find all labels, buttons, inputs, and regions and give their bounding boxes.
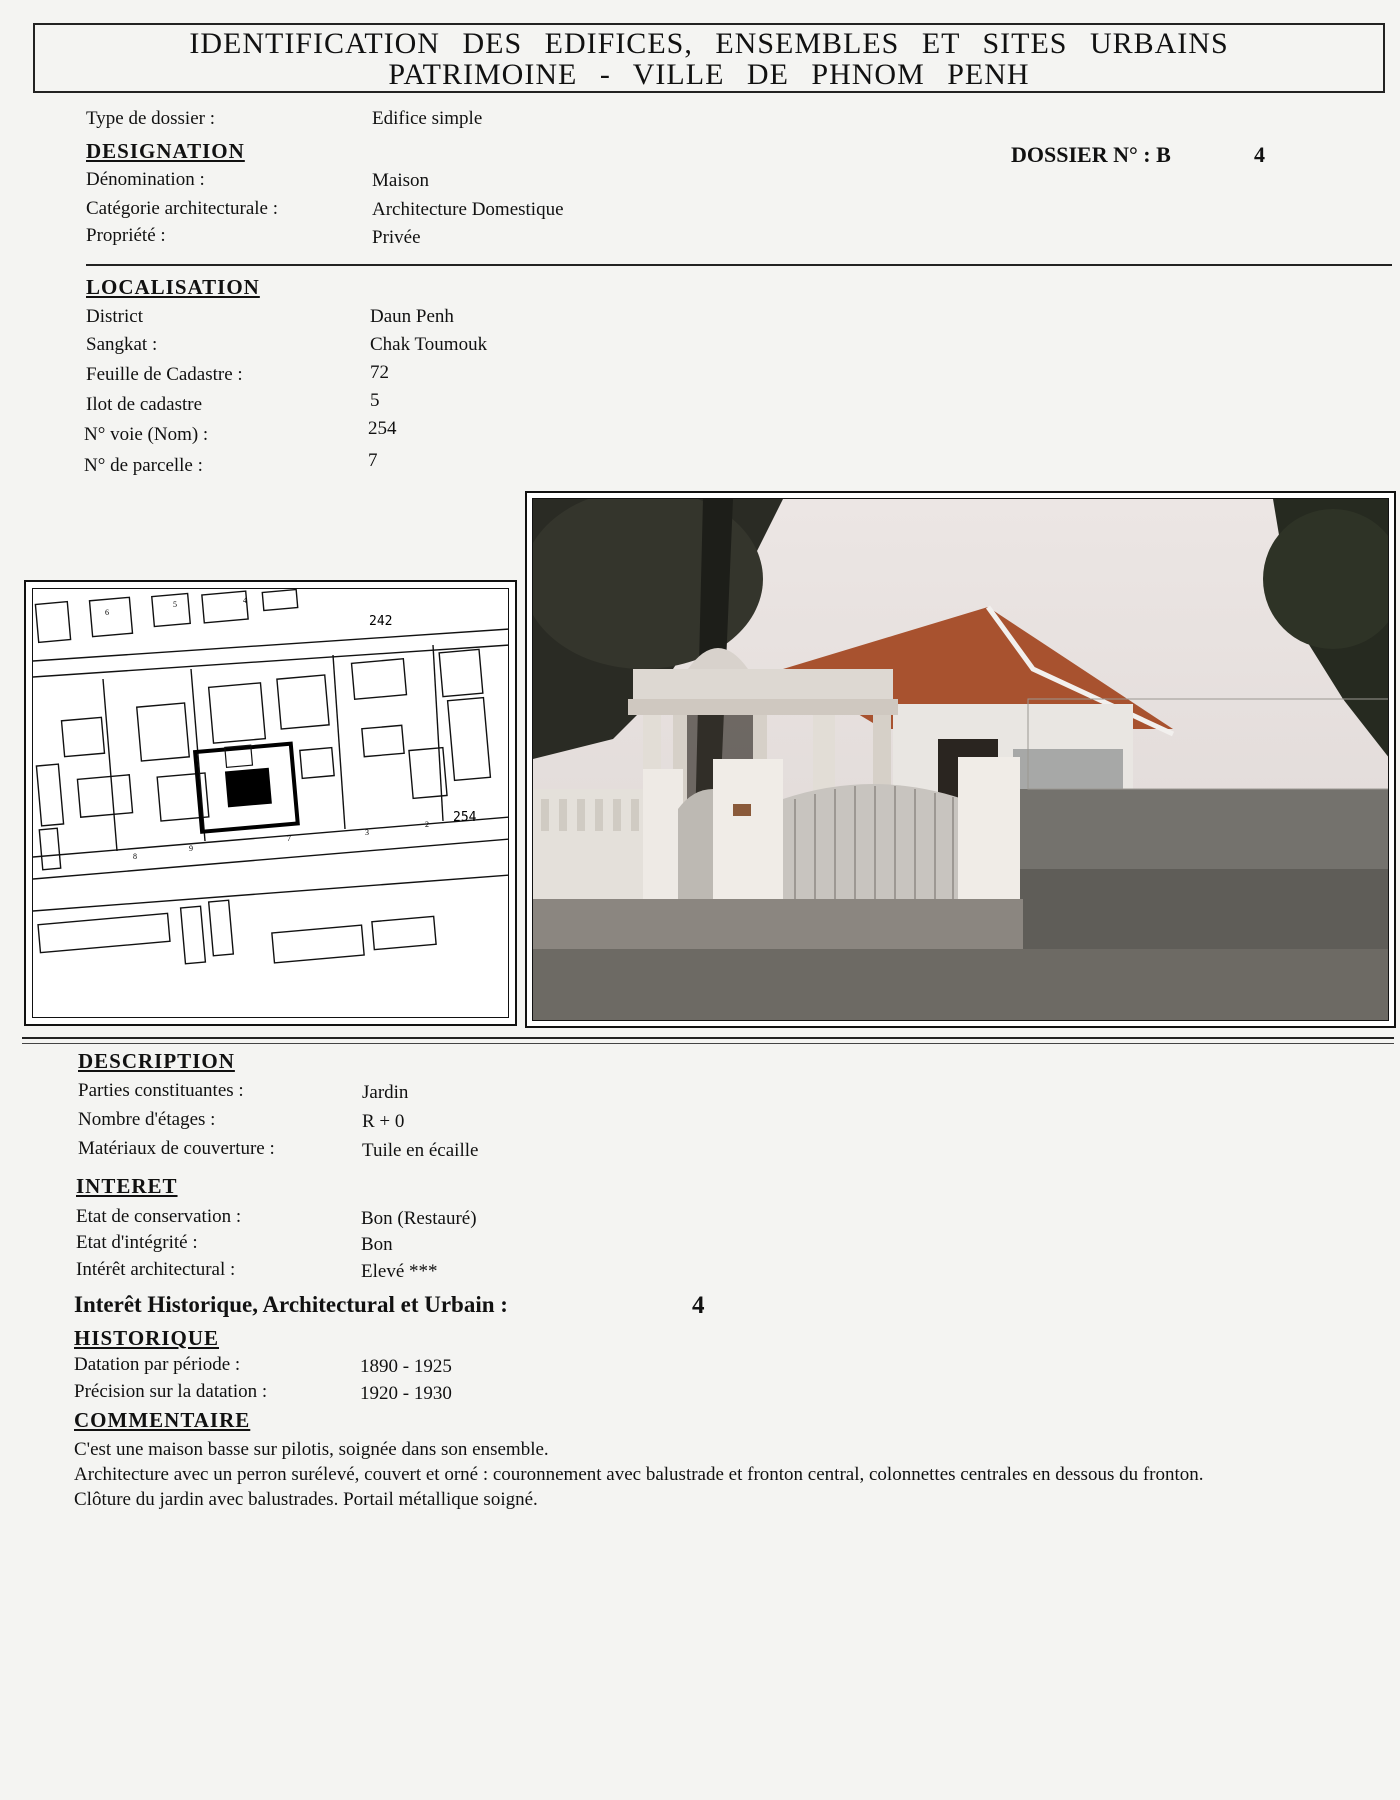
- localisation-value-district: Daun Penh: [370, 306, 454, 327]
- localisation-label-voie: N° voie (Nom) :: [84, 424, 209, 445]
- divider-1: [86, 264, 1392, 266]
- map-street-label-bottom: 254: [453, 810, 477, 825]
- section-description-title: DESCRIPTION: [78, 1049, 235, 1073]
- interet-value-architectural: Elevé ***: [361, 1261, 438, 1282]
- document-header: [33, 23, 1385, 93]
- header-title-line2: PATRIMOINE - VILLE DE PHNOM PENH: [388, 58, 1030, 91]
- divider-2: [22, 1037, 1394, 1039]
- description-label-couverture: Matériaux de couverture :: [78, 1138, 275, 1159]
- type-dossier-value: Edifice simple: [372, 108, 483, 129]
- type-dossier-label: Type de dossier :: [86, 108, 216, 129]
- localisation-value-voie: 254: [368, 418, 397, 439]
- dossier-number-value: 4: [1254, 142, 1265, 167]
- designation-label-categorie: Catégorie architecturale :: [86, 198, 279, 219]
- designation-label-propriete: Propriété :: [86, 225, 166, 246]
- divider-2b: [22, 1043, 1394, 1044]
- historique-value-precision: 1920 - 1930: [360, 1383, 452, 1404]
- historique-label-periode: Datation par période :: [74, 1354, 241, 1375]
- historique-value-periode: 1890 - 1925: [360, 1356, 452, 1377]
- historique-label-precision: Précision sur la datation :: [74, 1381, 268, 1402]
- commentaire-line-1: C'est une maison basse sur pilotis, soignée dans son ensemble.: [74, 1439, 549, 1460]
- designation-value-categorie: Architecture Domestique: [372, 199, 564, 220]
- localisation-label-sangkat: Sangkat :: [86, 334, 158, 355]
- map-parcel-label: 3: [365, 828, 369, 837]
- commentaire-text: [74, 1437, 1314, 1512]
- map-parcel-label: 2: [425, 820, 429, 829]
- interet-label-architectural: Intérêt architectural :: [76, 1259, 236, 1280]
- commentaire-line-2: Architecture avec un perron surélevé, couvert et orné : couronnement avec balustrade et fronton central, colonnettes centrales en dessous du fronton.: [74, 1464, 1204, 1485]
- interet-value-integrite: Bon: [361, 1234, 393, 1255]
- description-value-etages: R + 0: [362, 1111, 405, 1132]
- localisation-value-sangkat: Chak Toumouk: [370, 334, 488, 355]
- cadastre-map-frame: [24, 580, 517, 1026]
- section-localisation-title: LOCALISATION: [86, 275, 260, 299]
- interet-summary-value: 4: [692, 1292, 705, 1319]
- interet-summary-label: Interêt Historique, Architectural et Urbain :: [74, 1292, 508, 1317]
- description-value-parties: Jardin: [362, 1082, 409, 1103]
- map-parcel-label: 6: [105, 608, 109, 617]
- section-commentaire-title: COMMENTAIRE: [74, 1408, 251, 1432]
- building-photo: [532, 498, 1389, 1021]
- header-title-line1: IDENTIFICATION DES EDIFICES, ENSEMBLES ET SITES URBAINS: [189, 27, 1229, 60]
- localisation-label-feuille: Feuille de Cadastre :: [86, 364, 243, 385]
- building-photo-image: [533, 499, 1389, 1021]
- designation-value-denomination: Maison: [372, 170, 429, 191]
- dossier-number-label: DOSSIER N° : B: [1011, 142, 1171, 167]
- section-historique-title: HISTORIQUE: [74, 1326, 219, 1350]
- designation-label-denomination: Dénomination :: [86, 169, 205, 190]
- cadastre-map-drawing: [33, 589, 509, 1018]
- map-street-label-top: 242: [369, 614, 393, 629]
- map-parcel-label: 5: [173, 600, 177, 609]
- map-parcel-label: 4: [243, 596, 247, 605]
- cadastre-map: [32, 588, 509, 1018]
- map-parcel-label: 7: [287, 834, 291, 843]
- commentaire-line-3: Clôture du jardin avec balustrades. Portail métallique soigné.: [74, 1489, 538, 1510]
- localisation-label-district: District: [86, 306, 143, 327]
- localisation-value-feuille: 72: [370, 362, 389, 383]
- localisation-value-ilot: 5: [370, 390, 380, 411]
- section-interet-title: INTERET: [76, 1174, 178, 1198]
- localisation-value-parcelle: 7: [368, 450, 378, 471]
- description-label-parties: Parties constituantes :: [78, 1080, 244, 1101]
- description-value-couverture: Tuile en écaille: [362, 1140, 479, 1161]
- designation-value-propriete: Privée: [372, 227, 421, 248]
- description-label-etages: Nombre d'étages :: [78, 1109, 216, 1130]
- map-parcel-label: 9: [189, 844, 193, 853]
- localisation-label-parcelle: N° de parcelle :: [84, 455, 203, 476]
- interet-label-conservation: Etat de conservation :: [76, 1206, 242, 1227]
- map-parcel-label: 8: [133, 852, 137, 861]
- building-photo-frame: [525, 491, 1396, 1028]
- localisation-label-ilot: Ilot de cadastre: [86, 394, 203, 415]
- section-designation-title: DESIGNATION: [86, 139, 245, 163]
- interet-label-integrite: Etat d'intégrité :: [76, 1232, 198, 1253]
- interet-value-conservation: Bon (Restauré): [361, 1208, 477, 1229]
